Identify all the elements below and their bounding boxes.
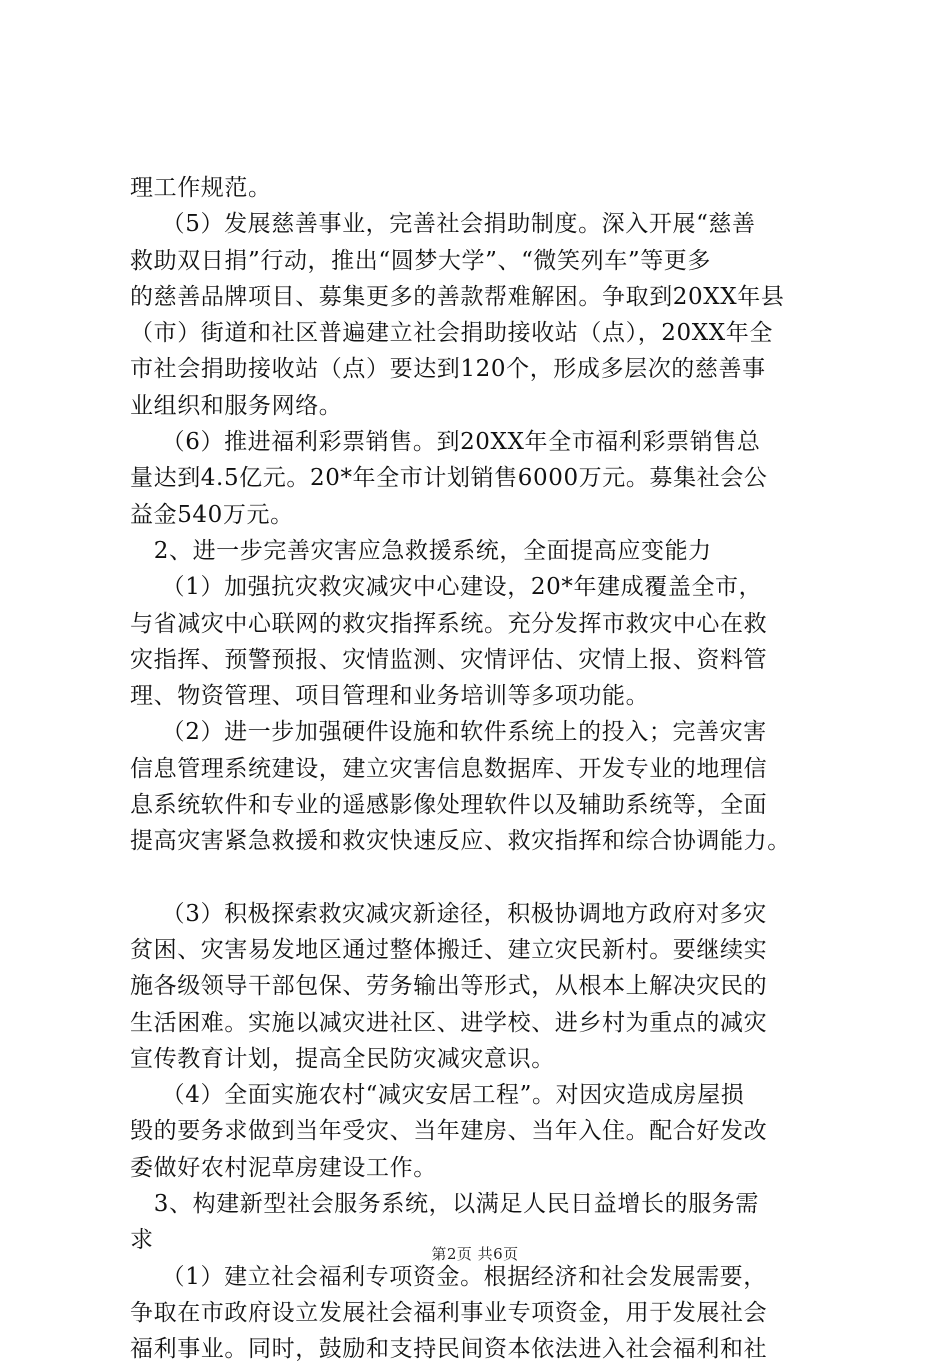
text-line: 息系统软件和专业的遥感影像处理软件以及辅助系统等，全面 bbox=[130, 792, 768, 819]
text-line: 益金540万元。 bbox=[130, 501, 294, 528]
text-line: 信息管理系统建设，建立灾害信息数据库、开发专业的地理信 bbox=[130, 755, 768, 782]
text-line: 业组织和服务网络。 bbox=[130, 392, 343, 419]
text-line: 提高灾害紧急救援和救灾快速反应、救灾指挥和综合协调能力。 bbox=[130, 828, 791, 855]
paragraph-continuation bbox=[130, 170, 842, 206]
paragraph-welfare-fund bbox=[130, 1259, 842, 1368]
text-line: 贫困、灾害易发地区通过整体搬迁、建立灾民新村。要继续实 bbox=[130, 936, 768, 963]
text-line: 争取在市政府设立发展社会福利事业专项资金，用于发展社会 bbox=[130, 1299, 768, 1326]
paragraph-new-approaches bbox=[130, 896, 842, 1077]
text-line: （3）积极探索救灾减灾新途径，积极协调地方政府对多灾 bbox=[130, 900, 767, 927]
text-line: （6）推进福利彩票销售。到20XX年全市福利彩票销售总 bbox=[130, 429, 761, 456]
text-line: 宣传教育计划，提高全民防灾减灾意识。 bbox=[130, 1045, 555, 1072]
text-line: （1）加强抗灾救灾减灾中心建设，20*年建成覆盖全市， bbox=[130, 574, 763, 601]
text-line: 2、进一步完善灾害应急救援系统，全面提高应变能力 bbox=[130, 537, 712, 564]
paragraph-spacer bbox=[130, 860, 842, 896]
text-line: （4）全面实施农村“减灾安居工程”。对因灾造成房屋损 bbox=[130, 1082, 745, 1109]
paragraph-lottery bbox=[130, 424, 842, 533]
text-line: 3、构建新型社会服务系统，以满足人民日益增长的服务需 bbox=[130, 1191, 759, 1218]
text-line: 福利事业。同时，鼓励和支持民间资本依法进入社会福利和社 bbox=[130, 1336, 768, 1363]
text-line: （5）发展慈善事业，完善社会捐助制度。深入开展“慈善 bbox=[130, 211, 756, 238]
text-line: 量达到4.5亿元。20*年全市计划销售6000万元。募集社会公 bbox=[130, 465, 768, 492]
paragraph-charity bbox=[130, 206, 842, 424]
text-line: 理、物资管理、项目管理和业务培训等多项功能。 bbox=[130, 683, 650, 710]
text-line: 求 bbox=[130, 1227, 154, 1254]
text-line: （2）进一步加强硬件设施和软件系统上的投入；完善灾害 bbox=[130, 719, 767, 746]
heading-disaster-system bbox=[130, 533, 842, 569]
text-line: （市）街道和社区普遍建立社会捐助接收站（点），20XX年全 bbox=[130, 320, 773, 347]
paragraph-disaster-center bbox=[130, 569, 842, 714]
text-line: 委做好农村泥草房建设工作。 bbox=[130, 1154, 437, 1181]
text-line: 市社会捐助接收站（点）要达到120个，形成多层次的慈善事 bbox=[130, 356, 766, 383]
text-line: 理工作规范。 bbox=[130, 175, 272, 201]
document-body bbox=[130, 170, 842, 1368]
paragraph-rural-housing bbox=[130, 1077, 842, 1186]
text-line: 生活困难。实施以减灾进社区、进学校、进乡村为重点的减灾 bbox=[130, 1009, 768, 1036]
text-line: 与省减灾中心联网的救灾指挥系统。充分发挥市救灾中心在救 bbox=[130, 610, 768, 637]
text-line: 施各级领导干部包保、劳务输出等形式，从根本上解决灾民的 bbox=[130, 973, 768, 1000]
text-line: 毁的要务求做到当年受灾、当年建房、当年入住。配合好发改 bbox=[130, 1118, 768, 1145]
text-line: 救助双日捐”行动，推出“圆梦大学”、“微笑列车”等更多 bbox=[130, 247, 711, 274]
paragraph-hardware-software bbox=[130, 714, 842, 859]
text-line: 灾指挥、预警预报、灾情监测、灾情评估、灾情上报、资料管 bbox=[130, 646, 768, 673]
text-line: 的慈善品牌项目、募集更多的善款帮难解困。争取到20XX年县 bbox=[130, 283, 785, 310]
page-number-footer: 第2页 共6页 bbox=[431, 1245, 519, 1263]
text-line: （1）建立社会福利专项资金。根据经济和社会发展需要， bbox=[130, 1263, 767, 1290]
